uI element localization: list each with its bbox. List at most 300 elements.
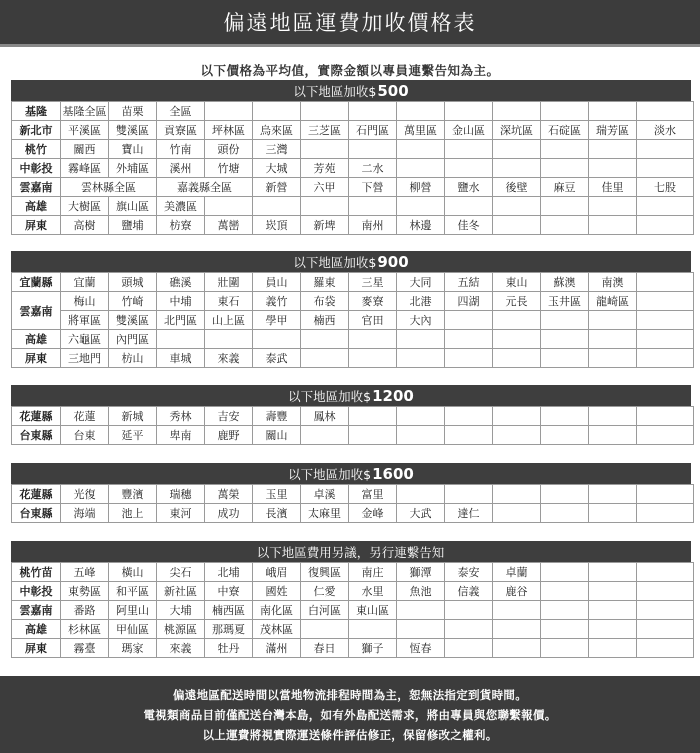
area-cell: 池上 <box>109 504 157 523</box>
area-cell: 南州 <box>349 216 397 235</box>
section-header <box>11 80 691 101</box>
area-cell: 頭城 <box>109 273 157 292</box>
footer-note: 偏遠地區配送時間以當地物流排程時間為主，恕無法指定到貨時間。 <box>173 687 527 702</box>
area-cell: 平溪區 <box>61 121 109 140</box>
area-cell <box>637 620 694 639</box>
section-header <box>11 463 691 484</box>
region-label: 屏東 <box>12 639 61 658</box>
area-cell: 將軍區 <box>61 311 109 330</box>
area-cell <box>493 426 541 445</box>
area-cell <box>541 216 589 235</box>
area-cell: 中寮 <box>205 582 253 601</box>
area-cell: 大埔 <box>157 601 205 620</box>
area-cell: 壽豐 <box>253 407 301 426</box>
area-cell: 礁溪 <box>157 273 205 292</box>
area-cell: 鳳林 <box>301 407 349 426</box>
region-label: 屏東 <box>12 216 61 235</box>
area-cell: 鹽水 <box>445 178 493 197</box>
region-label: 高雄 <box>12 330 61 349</box>
area-cell: 霧峰區 <box>61 159 109 178</box>
area-cell: 復興區 <box>301 563 349 582</box>
area-cell <box>445 426 493 445</box>
area-cell: 成功 <box>205 504 253 523</box>
area-cell: 大內 <box>397 311 445 330</box>
area-cell: 萬榮 <box>205 485 253 504</box>
area-cell: 鹿谷 <box>493 582 541 601</box>
section-500 <box>11 80 691 235</box>
region-label: 雲嘉南 <box>12 178 61 197</box>
area-cell: 東山 <box>493 273 541 292</box>
region-label: 中彰投 <box>12 159 61 178</box>
area-cell: 山上區 <box>205 311 253 330</box>
area-cell <box>637 102 694 121</box>
area-cell <box>541 159 589 178</box>
area-cell: 甲仙區 <box>109 620 157 639</box>
area-cell <box>493 485 541 504</box>
area-cell: 大樹區 <box>61 197 109 216</box>
area-cell: 旗山區 <box>109 197 157 216</box>
area-cell: 竹崎 <box>109 292 157 311</box>
area-cell <box>637 330 694 349</box>
area-cell <box>445 639 493 658</box>
area-cell: 佳冬 <box>445 216 493 235</box>
area-cell <box>253 102 301 121</box>
area-cell: 豐濱 <box>109 485 157 504</box>
area-cell <box>349 349 397 368</box>
area-cell: 玉里 <box>253 485 301 504</box>
area-cell: 萬里區 <box>397 121 445 140</box>
area-cell: 枋山 <box>109 349 157 368</box>
region-label: 屏東 <box>12 349 61 368</box>
area-cell: 佳里 <box>589 178 637 197</box>
table-row <box>12 178 694 197</box>
area-cell <box>589 330 637 349</box>
rate-table <box>11 101 694 235</box>
area-cell <box>637 159 694 178</box>
area-cell: 麻豆 <box>541 178 589 197</box>
region-label: 桃竹苗 <box>12 563 61 582</box>
rate-table <box>11 272 694 368</box>
footer-note: 以上運費將視實際運送條件評估修正，保留修改之權利。 <box>202 727 498 742</box>
area-cell <box>541 601 589 620</box>
area-cell: 卓蘭 <box>493 563 541 582</box>
area-cell <box>589 140 637 159</box>
area-cell: 瑞芳區 <box>589 121 637 140</box>
area-cell: 峨眉 <box>253 563 301 582</box>
area-cell: 長濱 <box>253 504 301 523</box>
area-cell <box>541 140 589 159</box>
area-cell: 南庄 <box>349 563 397 582</box>
area-cell <box>301 140 349 159</box>
area-cell <box>637 311 694 330</box>
table-row <box>12 311 694 330</box>
area-cell <box>541 563 589 582</box>
section-price: 900 <box>377 252 409 271</box>
area-cell <box>493 102 541 121</box>
area-cell <box>637 639 694 658</box>
area-cell <box>397 426 445 445</box>
area-cell <box>541 485 589 504</box>
area-cell: 三星 <box>349 273 397 292</box>
area-cell: 烏來區 <box>253 121 301 140</box>
area-cell <box>541 426 589 445</box>
table-row <box>12 273 694 292</box>
area-cell <box>397 407 445 426</box>
area-cell <box>445 620 493 639</box>
area-cell <box>445 159 493 178</box>
area-cell: 蘇澳 <box>541 273 589 292</box>
area-cell: 雙溪區 <box>109 121 157 140</box>
table-row <box>12 407 694 426</box>
area-cell: 阿里山 <box>109 601 157 620</box>
area-cell <box>589 563 637 582</box>
area-cell: 大同 <box>397 273 445 292</box>
table-row <box>12 159 694 178</box>
area-cell: 東河 <box>157 504 205 523</box>
section-price: 1200 <box>372 386 414 405</box>
area-cell: 芳苑 <box>301 159 349 178</box>
area-cell <box>349 407 397 426</box>
area-cell <box>589 159 637 178</box>
table-row <box>12 197 694 216</box>
rate-table <box>11 484 694 523</box>
area-cell: 新社區 <box>157 582 205 601</box>
area-cell: 番路 <box>61 601 109 620</box>
area-cell: 楠西區 <box>205 601 253 620</box>
area-cell <box>493 601 541 620</box>
area-cell <box>445 311 493 330</box>
area-cell <box>397 140 445 159</box>
area-cell: 桃源區 <box>157 620 205 639</box>
footer-notes <box>0 676 700 753</box>
section-1200 <box>11 385 691 445</box>
area-cell: 坪林區 <box>205 121 253 140</box>
area-cell <box>541 639 589 658</box>
area-cell <box>637 140 694 159</box>
area-cell: 新埤 <box>301 216 349 235</box>
table-row <box>12 140 694 159</box>
area-cell: 台東 <box>61 426 109 445</box>
table-row <box>12 102 694 121</box>
area-cell <box>589 407 637 426</box>
area-cell <box>493 216 541 235</box>
area-cell: 信義 <box>445 582 493 601</box>
area-cell: 竹塘 <box>205 159 253 178</box>
area-cell: 獅子 <box>349 639 397 658</box>
area-cell <box>157 330 205 349</box>
area-cell: 延平 <box>109 426 157 445</box>
area-cell: 國姓 <box>253 582 301 601</box>
section-price: 1600 <box>372 464 414 483</box>
area-cell: 太麻里 <box>301 504 349 523</box>
area-cell <box>541 349 589 368</box>
area-cell: 鹿野 <box>205 426 253 445</box>
area-cell <box>589 216 637 235</box>
area-cell: 布袋 <box>301 292 349 311</box>
area-cell: 東石 <box>205 292 253 311</box>
area-cell: 義竹 <box>253 292 301 311</box>
area-cell: 達仁 <box>445 504 493 523</box>
area-cell <box>493 140 541 159</box>
area-cell: 獅潭 <box>397 563 445 582</box>
area-cell: 頭份 <box>205 140 253 159</box>
area-cell: 石碇區 <box>541 121 589 140</box>
area-cell <box>397 601 445 620</box>
table-row <box>12 349 694 368</box>
area-cell: 貢寮區 <box>157 121 205 140</box>
area-cell <box>637 292 694 311</box>
area-cell <box>589 102 637 121</box>
area-cell: 下營 <box>349 178 397 197</box>
rate-table <box>11 406 694 445</box>
area-cell <box>541 620 589 639</box>
area-cell <box>637 601 694 620</box>
area-cell: 元長 <box>493 292 541 311</box>
table-row <box>12 582 694 601</box>
table-row <box>12 620 694 639</box>
table-row <box>12 504 694 523</box>
area-cell <box>589 620 637 639</box>
area-cell <box>541 407 589 426</box>
area-cell <box>637 485 694 504</box>
area-cell: 新營 <box>253 178 301 197</box>
area-cell: 大城 <box>253 159 301 178</box>
area-cell: 北港 <box>397 292 445 311</box>
area-cell: 關西 <box>61 140 109 159</box>
area-cell: 溪州 <box>157 159 205 178</box>
area-cell: 鹽埔 <box>109 216 157 235</box>
area-cell <box>493 311 541 330</box>
area-cell: 嘉義縣全區 <box>157 178 253 197</box>
area-cell: 關山 <box>253 426 301 445</box>
table-row <box>12 292 694 311</box>
area-cell <box>637 504 694 523</box>
area-cell <box>493 407 541 426</box>
area-cell <box>493 639 541 658</box>
area-cell <box>397 349 445 368</box>
table-row <box>12 426 694 445</box>
area-cell <box>445 601 493 620</box>
area-cell: 光復 <box>61 485 109 504</box>
page-header <box>0 0 700 47</box>
area-cell <box>493 330 541 349</box>
area-cell: 來義 <box>157 639 205 658</box>
area-cell <box>349 102 397 121</box>
area-cell: 那瑪夏 <box>205 620 253 639</box>
region-label: 基隆 <box>12 102 61 121</box>
area-cell: 五峰 <box>61 563 109 582</box>
area-cell <box>493 349 541 368</box>
area-cell: 東山區 <box>349 601 397 620</box>
region-label: 桃竹 <box>12 140 61 159</box>
area-cell <box>349 197 397 216</box>
area-cell: 四湖 <box>445 292 493 311</box>
area-cell: 柳營 <box>397 178 445 197</box>
area-cell: 三灣 <box>253 140 301 159</box>
area-cell: 瑞穗 <box>157 485 205 504</box>
area-cell <box>397 485 445 504</box>
area-cell: 瑪家 <box>109 639 157 658</box>
area-cell <box>301 426 349 445</box>
area-cell: 春日 <box>301 639 349 658</box>
table-row <box>12 330 694 349</box>
area-cell <box>205 102 253 121</box>
area-cell <box>589 485 637 504</box>
area-cell <box>493 197 541 216</box>
area-cell <box>589 426 637 445</box>
area-cell: 雲林縣全區 <box>61 178 157 197</box>
area-cell <box>541 504 589 523</box>
area-cell: 梅山 <box>61 292 109 311</box>
region-label: 高雄 <box>12 197 61 216</box>
area-cell: 官田 <box>349 311 397 330</box>
area-cell: 北埔 <box>205 563 253 582</box>
area-cell <box>637 273 694 292</box>
area-cell: 魚池 <box>397 582 445 601</box>
area-cell <box>637 349 694 368</box>
area-cell: 尖石 <box>157 563 205 582</box>
area-cell: 白河區 <box>301 601 349 620</box>
area-cell: 水里 <box>349 582 397 601</box>
area-cell <box>541 582 589 601</box>
area-cell <box>397 620 445 639</box>
area-cell: 五結 <box>445 273 493 292</box>
area-cell <box>445 102 493 121</box>
area-cell <box>253 197 301 216</box>
area-cell: 茂林區 <box>253 620 301 639</box>
area-cell: 林邊 <box>397 216 445 235</box>
area-cell: 寶山 <box>109 140 157 159</box>
area-cell <box>589 197 637 216</box>
area-cell <box>349 140 397 159</box>
section-900 <box>11 251 691 368</box>
table-row <box>12 563 694 582</box>
area-cell: 龍崎區 <box>589 292 637 311</box>
area-cell <box>445 407 493 426</box>
area-cell: 中埔 <box>157 292 205 311</box>
section-header <box>11 541 691 562</box>
section-price: 500 <box>377 81 409 100</box>
area-cell <box>493 620 541 639</box>
area-cell: 金峰 <box>349 504 397 523</box>
area-cell: 楠西 <box>301 311 349 330</box>
area-cell: 崁頂 <box>253 216 301 235</box>
area-cell: 全區 <box>157 102 205 121</box>
area-cell <box>301 349 349 368</box>
area-cell: 吉安 <box>205 407 253 426</box>
area-cell: 六甲 <box>301 178 349 197</box>
region-label: 台東縣 <box>12 426 61 445</box>
section-header-label: 以下地區加收$ <box>288 466 372 482</box>
section-header <box>11 251 691 272</box>
area-cell <box>301 620 349 639</box>
area-cell <box>637 563 694 582</box>
area-cell: 秀林 <box>157 407 205 426</box>
area-cell: 卑南 <box>157 426 205 445</box>
area-cell: 雙溪區 <box>109 311 157 330</box>
area-cell: 滿州 <box>253 639 301 658</box>
area-cell: 二水 <box>349 159 397 178</box>
area-cell: 和平區 <box>109 582 157 601</box>
area-cell: 杉林區 <box>61 620 109 639</box>
region-label: 台東縣 <box>12 504 61 523</box>
rate-table <box>11 562 694 658</box>
area-cell <box>445 349 493 368</box>
area-cell: 牡丹 <box>205 639 253 658</box>
area-cell: 基隆全區 <box>61 102 109 121</box>
area-cell: 新城 <box>109 407 157 426</box>
area-cell <box>541 102 589 121</box>
table-row <box>12 121 694 140</box>
area-cell <box>637 407 694 426</box>
area-cell: 深坑區 <box>493 121 541 140</box>
section-header-label: 以下地區加收$ <box>293 254 377 270</box>
area-cell: 南澳 <box>589 273 637 292</box>
region-label: 花蓮縣 <box>12 485 61 504</box>
area-cell <box>445 140 493 159</box>
area-cell: 金山區 <box>445 121 493 140</box>
area-cell <box>541 197 589 216</box>
region-label: 雲嘉南 <box>12 601 61 620</box>
page-subtitle: 以下價格為平均值，實際金額以專員連繫告知為主。 <box>200 63 500 78</box>
area-cell: 萬巒 <box>205 216 253 235</box>
table-row <box>12 601 694 620</box>
area-cell: 學甲 <box>253 311 301 330</box>
region-label: 宜蘭縣 <box>12 273 61 292</box>
area-cell <box>637 197 694 216</box>
area-cell: 霧臺 <box>61 639 109 658</box>
area-cell: 南化區 <box>253 601 301 620</box>
area-cell <box>397 159 445 178</box>
region-label: 中彰投 <box>12 582 61 601</box>
area-cell: 員山 <box>253 273 301 292</box>
area-cell: 三芝區 <box>301 121 349 140</box>
area-cell <box>541 311 589 330</box>
area-cell: 來義 <box>205 349 253 368</box>
area-cell <box>397 197 445 216</box>
area-cell <box>637 216 694 235</box>
area-cell: 花蓮 <box>61 407 109 426</box>
area-cell: 玉井區 <box>541 292 589 311</box>
area-cell: 七股 <box>637 178 694 197</box>
area-cell <box>397 102 445 121</box>
section-header-label: 以下地區加收$ <box>288 388 372 404</box>
area-cell: 石門區 <box>349 121 397 140</box>
section-negotiable <box>11 541 691 658</box>
area-cell: 壯圍 <box>205 273 253 292</box>
area-cell <box>541 330 589 349</box>
page-title: 偏遠地區運費加收價格表 <box>223 11 477 35</box>
section-header-label: 以下地區費用另議，另行連繫告知 <box>256 544 445 560</box>
area-cell <box>637 582 694 601</box>
area-cell <box>493 159 541 178</box>
area-cell: 外埔區 <box>109 159 157 178</box>
table-row <box>12 485 694 504</box>
area-cell: 橫山 <box>109 563 157 582</box>
section-header <box>11 385 691 406</box>
area-cell <box>445 197 493 216</box>
area-cell <box>493 504 541 523</box>
region-label: 雲嘉南 <box>12 292 61 330</box>
area-cell: 卓溪 <box>301 485 349 504</box>
area-cell: 泰安 <box>445 563 493 582</box>
area-cell: 苗栗 <box>109 102 157 121</box>
area-cell: 東勢區 <box>61 582 109 601</box>
area-cell <box>397 330 445 349</box>
area-cell <box>445 330 493 349</box>
section-1600 <box>11 463 691 523</box>
table-row <box>12 216 694 235</box>
